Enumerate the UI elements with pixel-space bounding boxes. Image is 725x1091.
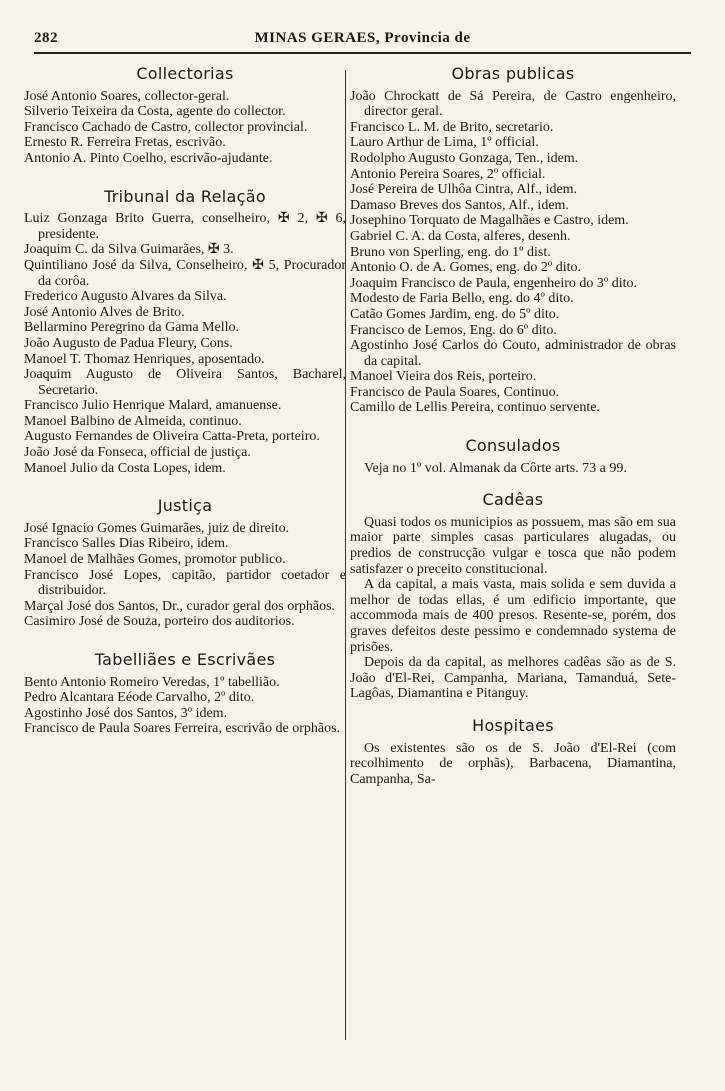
list-item: João José da Fonseca, official de justiça. [24, 445, 251, 461]
list-item: Francisco de Lemos, Eng. do 6º dito. [350, 322, 557, 338]
list-item: José Ignacio Gomes Guimarães, juiz de direito. [24, 520, 290, 536]
consulados-text: Veja no 1º vol. Almanak da Côrte arts. 73 a 99. [364, 460, 627, 476]
list-item: Modesto de Faria Bello, eng. do 4º dito. [350, 291, 574, 307]
list-item: José Antonio Soares, collector-geral. [24, 88, 230, 104]
list-item: Gabriel C. A. da Costa, alferes, desenh. [350, 228, 571, 244]
section-title-collectorias: Collectorias [136, 64, 234, 83]
page-number: 282 [34, 30, 58, 46]
header-rule [34, 52, 691, 54]
section-title-tribunal: Tribunal da Relação [104, 186, 266, 206]
list-item: Antonio O. de A. Gomes, eng. do 2º dito. [350, 260, 582, 276]
list-item: Antonio A. Pinto Coelho, escrivão-ajudante. [24, 150, 273, 166]
section-title-tabelliaes: Tabelliães e Escrivães [94, 650, 276, 669]
list-item: João Augusto de Padua Fleury, Cons. [24, 335, 233, 351]
list-item: Ernesto R. Ferreira Fretas, escrivão. [24, 135, 226, 151]
right-column [350, 66, 676, 787]
list-item: Manoel Vieira dos Reis, porteiro. [350, 369, 537, 385]
hospitaes-text: Os existentes são os de S. João d'El-Rei (com recolhimento de orphãs), Barbacena, Diamantina, Campanha, Sa- [350, 740, 676, 787]
paragraph: Quasi todos os municipios as possuem, mas são em sua maior parte simples casas particulares alugadas, ou predios de construcção vulgar e tosca que não podem satisfazer o preceito constitucional. [350, 514, 676, 577]
left-column [24, 66, 346, 737]
paragraph: Depois da da capital, as melhores cadêas são as de S. João d'El-Rei, Campanha, Mariana, Tamanduá, Sete-Lagôas, Diamantina e Pitanguy. [350, 655, 676, 702]
list-item: Joaquim Francisco de Paula, engenheiro do 3º dito. [350, 275, 637, 291]
list-item: Bruno von Sperling, eng. do 1º dist. [350, 244, 551, 260]
list-item: Catão Gomes Jardim, eng. do 5º dito. [350, 306, 560, 322]
section-title-justica: Justiça [157, 496, 213, 516]
paragraph: A da capital, a mais vasta, mais solida e sem duvida a melhor de todas ellas, é um edificio importante, que accommoda mais de 400 presos. Resente-se, porém, dos graves defeitos deste pessimo e condemnado systema de prisões. [350, 577, 676, 655]
section-title-hospitaes: Hospitaes [472, 715, 554, 735]
list-item: Francisco José Lopes, capitão, partidor coetador e distribuidor. [24, 567, 346, 599]
list-item: Francisco L. M. de Brito, secretario. [350, 119, 554, 135]
list-item: Joaquim C. da Silva Guimarães, ✠ 3. [24, 242, 234, 258]
list-item: Francisco Salles Dias Ribeiro, idem. [24, 536, 229, 552]
list-item: José Antonio Alves de Brito. [24, 304, 185, 320]
list-item: Antonio Pereira Soares, 2º official. [350, 166, 546, 182]
running-title: MINAS GERAES, Provincia de [254, 30, 471, 46]
list-item: Francisco de Paula Soares Ferreira, escrivão de orphãos. [24, 721, 341, 737]
list-item: João Chrockatt de Sá Pereira, de Castro engenheiro, director geral. [350, 88, 676, 120]
section-title-consulados: Consulados [465, 436, 561, 456]
list-item: Silverio Teixeira da Costa, agente do collector. [24, 104, 286, 120]
list-item: Pedro Alcantara Eéode Carvalho, 2º dito. [24, 690, 255, 706]
list-item: Camillo de Lellis Pereira, continuo servente. [350, 400, 600, 416]
list-item: Bellarmino Peregrino da Gama Mello. [24, 320, 239, 336]
section-title-cadeas: Cadêas [482, 490, 544, 510]
list-item: Marçal José dos Santos, Dr., curador geral dos orphãos. [24, 598, 336, 614]
list-item: Frederico Augusto Alvares da Silva. [24, 289, 227, 305]
list-item: Manoel de Malhães Gomes, promotor publico. [24, 552, 286, 568]
list-item: Francisco de Paula Soares, Continuo. [350, 384, 560, 400]
list-item: Manoel Julio da Costa Lopes, idem. [24, 460, 226, 476]
list-item: Quintiliano José da Silva, Conselheiro, ✠ 5, Procurador da corôa. [24, 257, 346, 289]
list-item: Lauro Arthur de Lima, 1º official. [350, 135, 539, 151]
list-item: Damaso Breves dos Santos, Alf., idem. [350, 197, 569, 213]
list-item: Francisco Julio Henrique Malard, amanuense. [24, 398, 282, 414]
list-item: Rodolpho Augusto Gonzaga, Ten., idem. [350, 150, 579, 166]
list-item: Francisco Cachado de Castro, collector provincial. [24, 119, 308, 135]
page-header [34, 30, 691, 50]
list-item: Augusto Fernandes de Oliveira Catta-Preta, porteiro. [24, 429, 320, 445]
list-item: Bento Antonio Romeiro Veredas, 1º tabellião. [24, 674, 280, 690]
list-item: Manoel T. Thomaz Henriques, aposentado. [24, 351, 265, 367]
list-item: Agostinho José dos Santos, 3º idem. [24, 705, 228, 721]
list-item: Casimiro José de Souza, porteiro dos auditorios. [24, 614, 295, 630]
list-item: Joaquim Augusto de Oliveira Santos, Bacharel, Secretario. [24, 367, 346, 398]
section-title-obras: Obras publicas [451, 64, 575, 83]
list-item: Luiz Gonzaga Brito Guerra, conselheiro, ✠ 2, ✠ 6, presidente. [24, 211, 346, 242]
list-item: Agostinho José Carlos do Couto, administrador de obras da capital. [350, 338, 676, 369]
list-item: José Pereira de Ulhôa Cintra, Alf., idem. [350, 182, 578, 198]
list-item: Josephino Torquato de Magalhães e Castro, idem. [350, 213, 629, 229]
list-item: Manoel Balbino de Almeida, continuo. [24, 413, 242, 429]
